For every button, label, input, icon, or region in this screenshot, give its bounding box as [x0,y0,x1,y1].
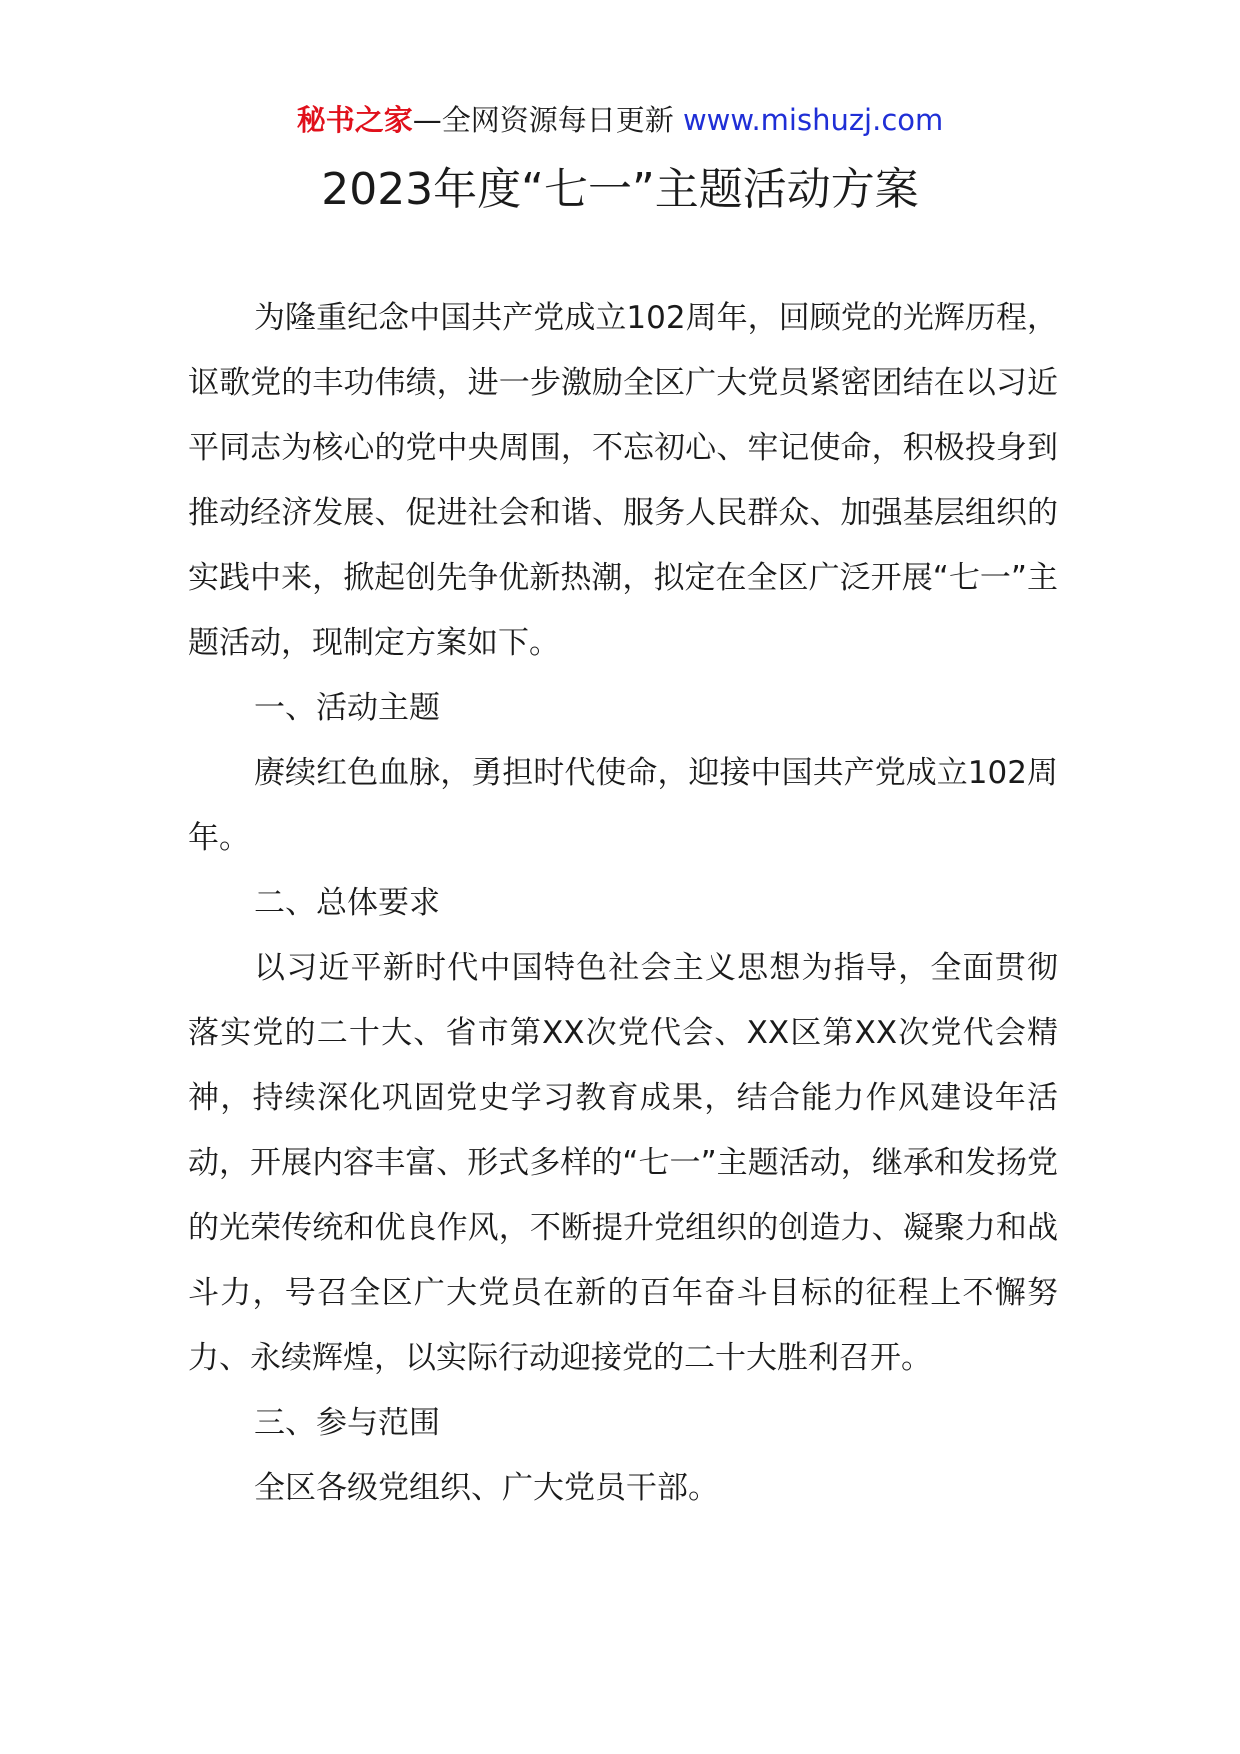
section-text-requirements: 以习近平新时代中国特色社会主义思想为指导，全面贯彻落实党的二十大、省市第XX次党代会、XX区第XX次党代会精神，持续深化巩固党史学习教育成果，结合能力作风建设年活动，开展内容丰富、形式多样的“七一”主题活动，继承和发扬党的光荣传统和优良作风，不断提升党组织的创造力、凝聚力和战斗力，号召全区广大党员在新的百年奋斗目标的征程上不懈努力、永续辉煌，以实际行动迎接党的二十大胜利召开。 [188,950,1058,1376]
section-text-theme: 赓续红色血脉，勇担时代使命，迎接中国共产党成立102周年。 [188,755,1058,856]
section-heading-requirements: 二、总体要求 [254,885,440,921]
document-title: 2023年度“七一”主题活动方案 [321,164,919,215]
section-heading-scope: 三、参与范围 [254,1405,440,1441]
brand-name: 秘书之家 [296,103,413,137]
site-url-link[interactable]: www.mishuzj.com [682,103,944,137]
intro-paragraph: 为隆重纪念中国共产党成立102周年，回顾党的光辉历程，讴歌党的丰功伟绩，进一步激励全区广大党员紧密团结在以习近平同志为核心的党中央周围，不忘初心、牢记使命，积极投身到推动经济发展、促进社会和谐、服务人民群众、加强基层组织的实践中来，掀起创先争优新热潮，拟定在全区广泛开展“七一”主题活动，现制定方案如下。 [188,300,1058,661]
site-header [0,100,1240,140]
section-text-scope: 全区各级党组织、广大党员干部。 [254,1470,719,1506]
section-heading-theme: 一、活动主题 [254,690,440,726]
document-body [188,286,1058,1521]
header-slogan: —全网资源每日更新 [412,103,674,137]
